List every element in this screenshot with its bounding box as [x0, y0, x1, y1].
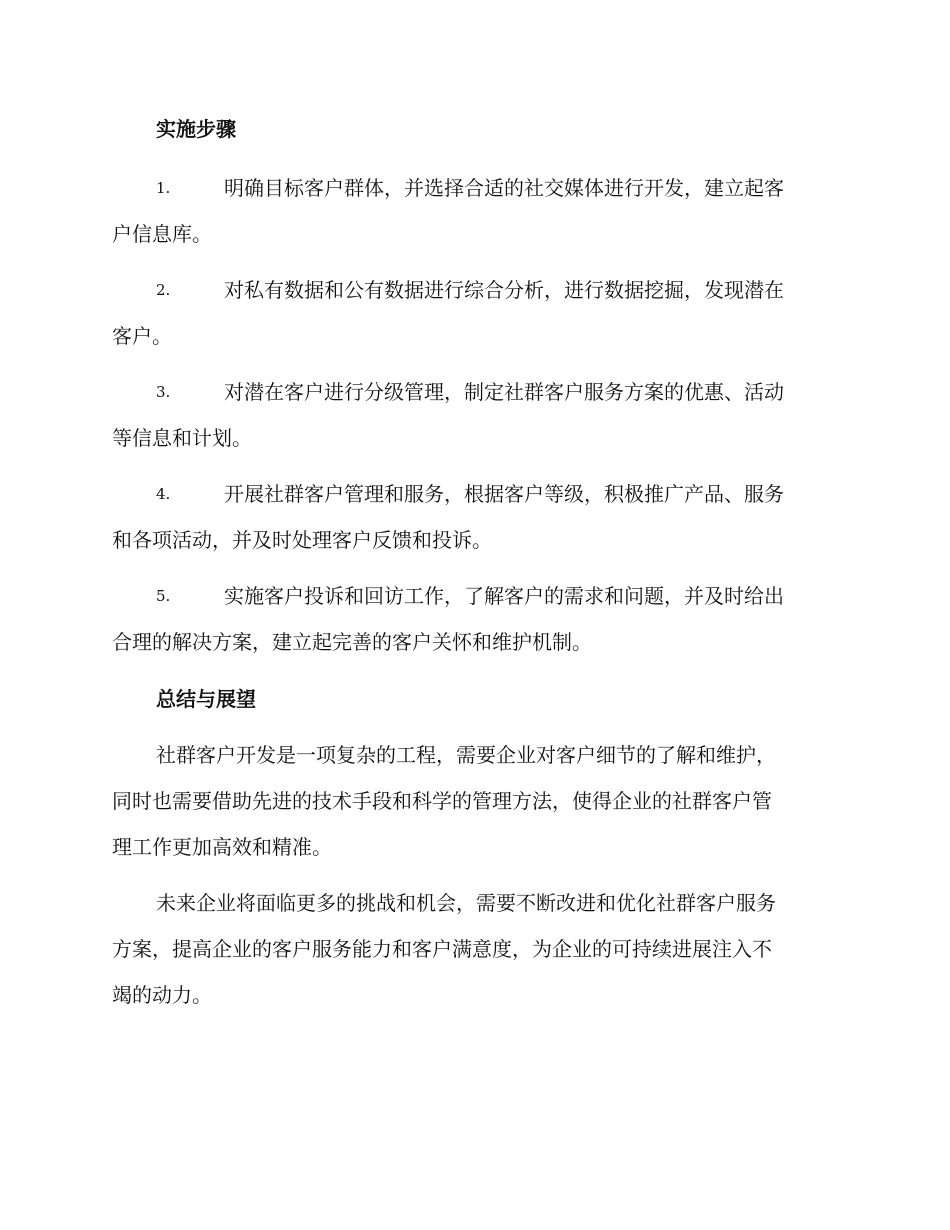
step-item-4 — [112, 471, 832, 563]
paragraph-line: 社群客户开发是一项复杂的工程，需要企业对客户细节的了解和维护， — [156, 743, 776, 767]
step-number: 3. — [156, 383, 171, 401]
step-text-line-1: 对私有数据和公有数据进行综合分析，进行数据挖掘，发现潜在 — [224, 278, 784, 302]
step-number: 2. — [156, 281, 171, 299]
step-text-line-2: 合理的解决方案，建立起完善的客户关怀和维护机制。 — [112, 630, 592, 654]
summary-paragraph-1 — [112, 732, 832, 870]
paragraph-line: 方案，提高企业的客户服务能力和客户满意度，为企业的可持续进展注入不 — [112, 937, 772, 961]
step-text-line-1: 实施客户投诉和回访工作，了解客户的需求和问题，并及时给出 — [224, 584, 784, 608]
step-number: 1. — [156, 179, 171, 197]
step-text-line-1: 明确目标客户群体，并选择合适的社交媒体进行开发，建立起客 — [224, 176, 784, 200]
paragraph-line: 同时也需要借助先进的技术手段和科学的管理方法，使得企业的社群客户管 — [112, 789, 772, 813]
step-number: 4. — [156, 485, 171, 503]
step-text-line-1: 开展社群客户管理和服务，根据客户等级，积极推广产品、服务 — [224, 482, 784, 506]
step-number: 5. — [156, 587, 171, 605]
step-item-3 — [112, 369, 832, 461]
step-text-line-2: 等信息和计划。 — [112, 426, 252, 450]
step-item-2 — [112, 267, 832, 359]
step-item-1 — [112, 165, 832, 257]
paragraph-line: 竭的动力。 — [112, 983, 212, 1007]
summary-heading: 总结与展望 — [156, 687, 256, 711]
step-text-line-1: 对潜在客户进行分级管理，制定社群客户服务方案的优惠、活动 — [224, 380, 784, 404]
step-text-line-2: 和各项活动，并及时处理客户反馈和投诉。 — [112, 528, 492, 552]
step-item-5 — [112, 573, 832, 665]
summary-paragraph-2 — [112, 880, 832, 1018]
steps-heading: 实施步骤 — [156, 117, 236, 141]
paragraph-line: 未来企业将面临更多的挑战和机会，需要不断改进和优化社群客户服务 — [156, 891, 776, 915]
step-text-line-2: 户信息库。 — [112, 222, 212, 246]
step-text-line-2: 客户。 — [112, 324, 172, 348]
paragraph-line: 理工作更加高效和精准。 — [112, 835, 332, 859]
